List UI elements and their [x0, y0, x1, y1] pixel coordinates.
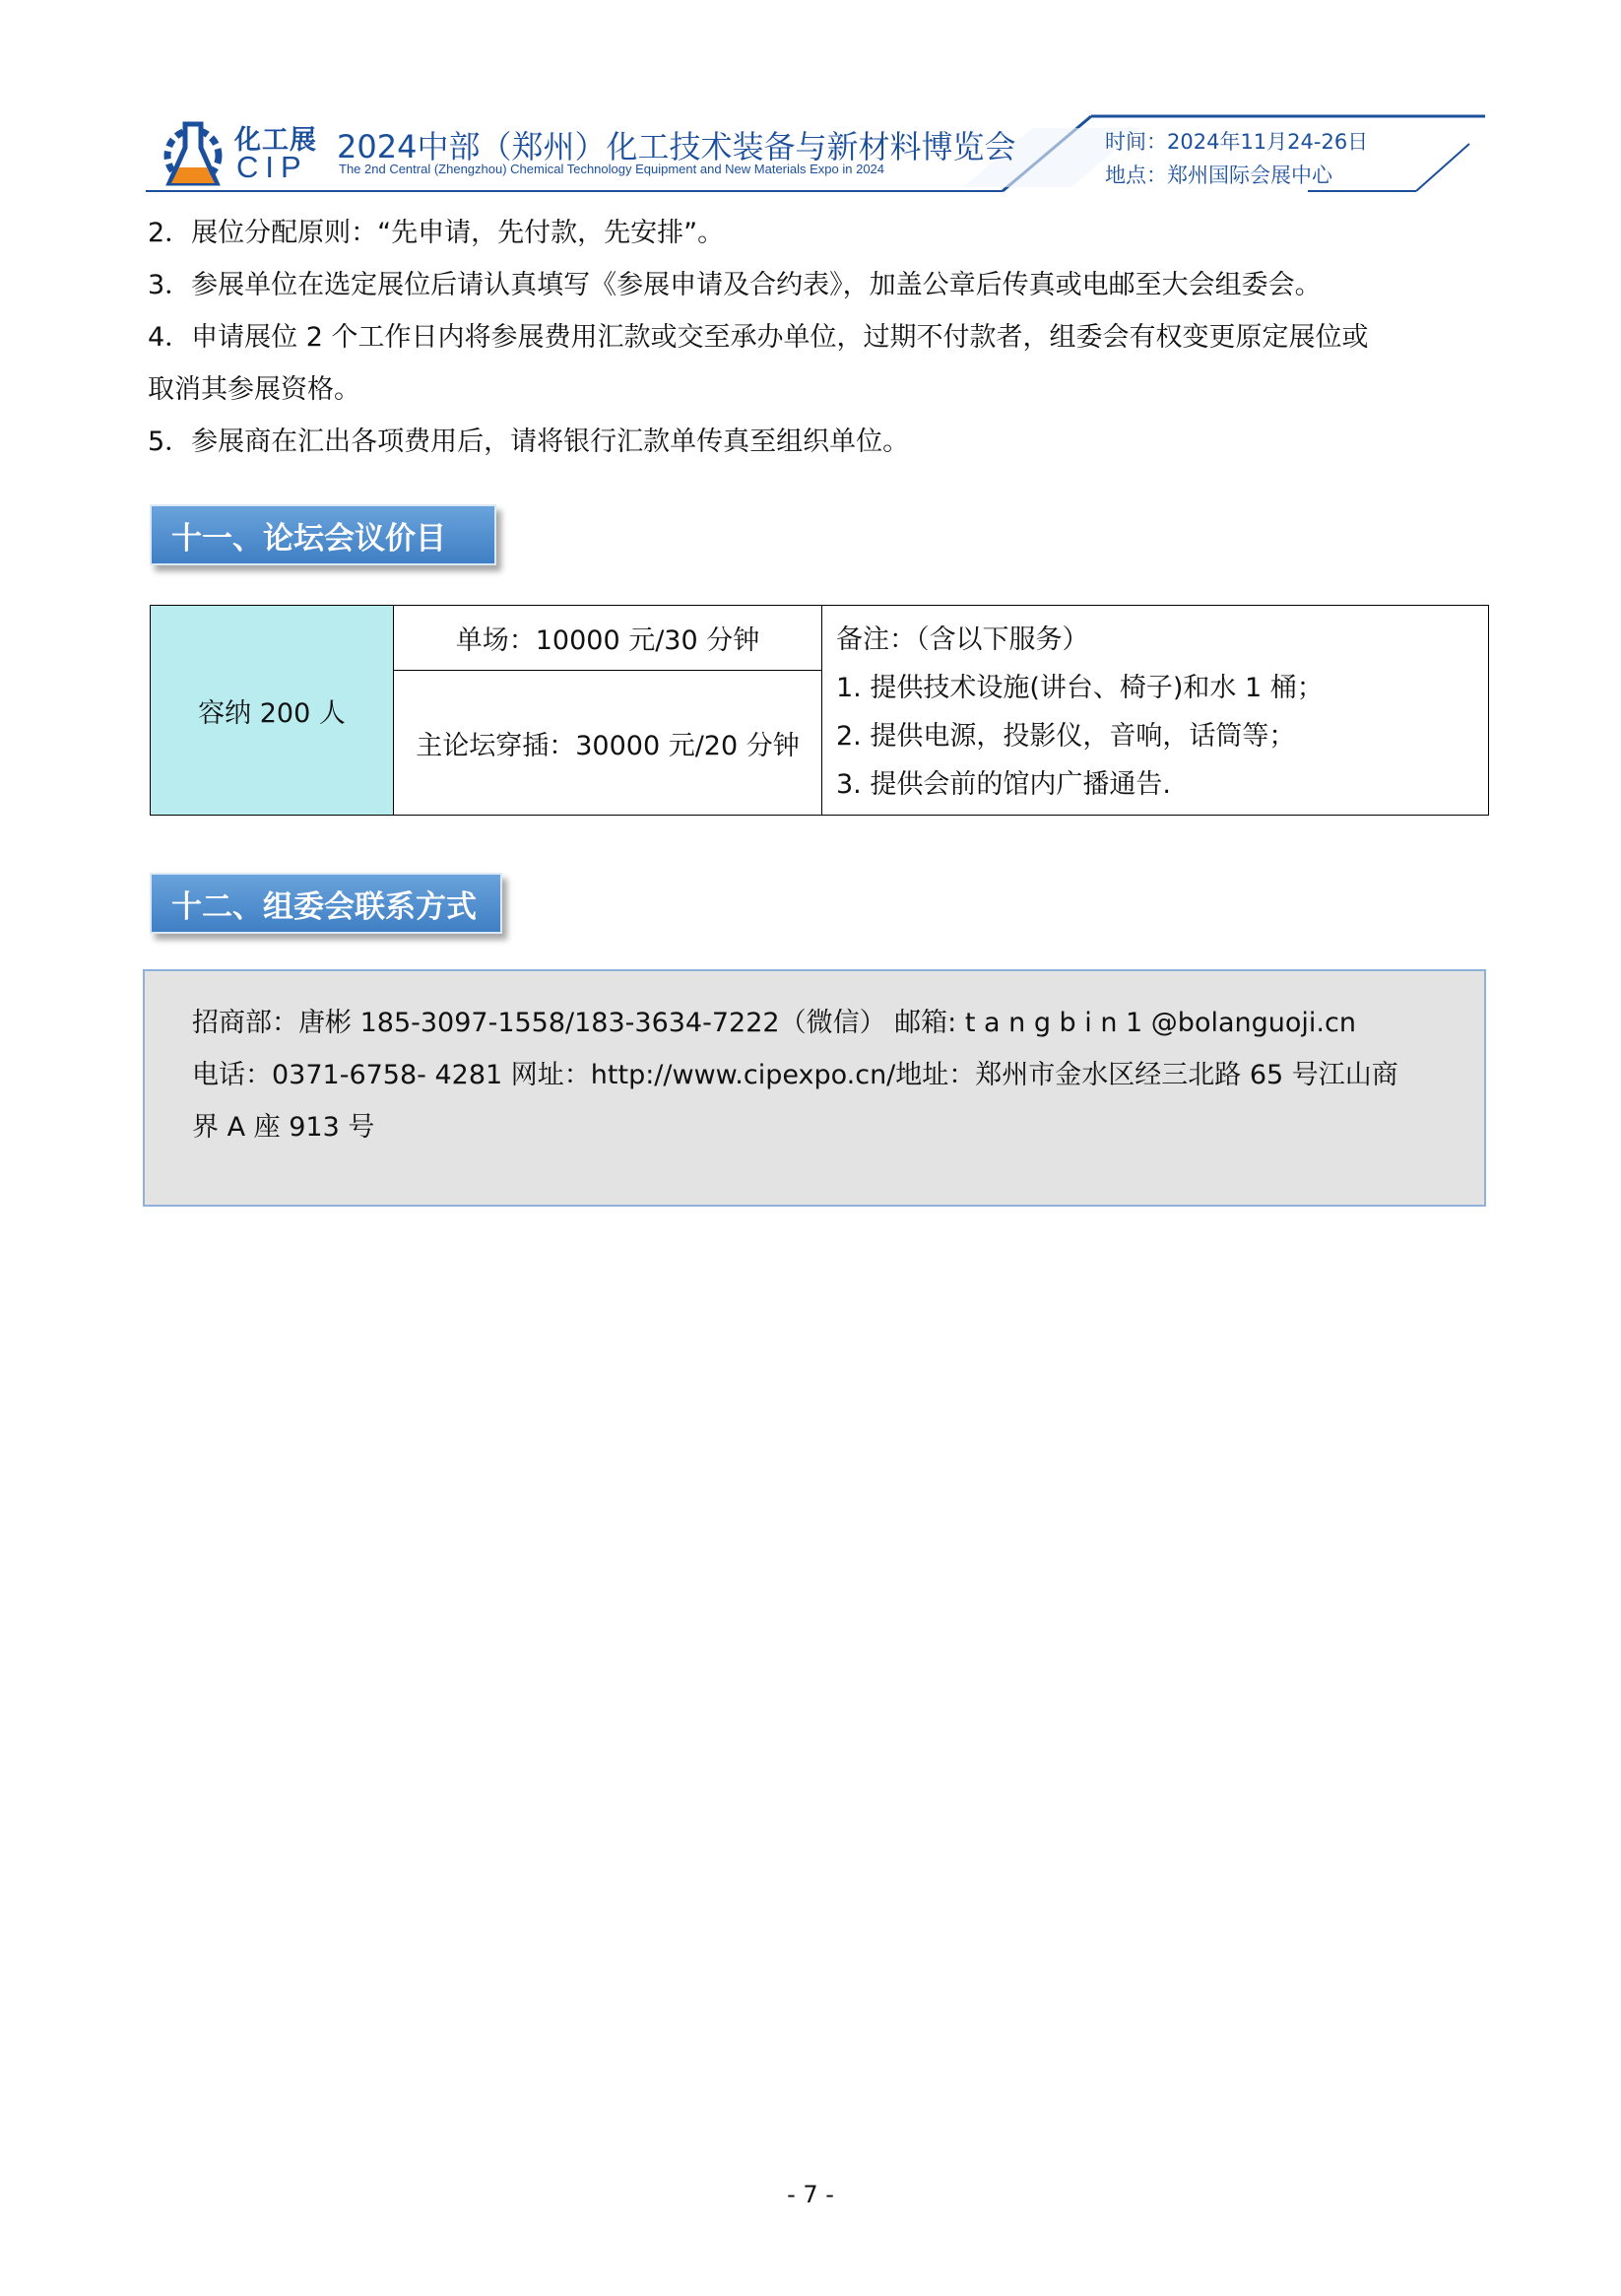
- expo-title-cn: 2024中部（郑州）化工技术装备与新材料博览会: [337, 128, 1016, 165]
- contact-line: 电话：0371-6758- 4281 网址：http://www.cipexpo.cn/地址：郑州市金水区经三北路 65 号江山商: [192, 1060, 1398, 1090]
- rule-paragraph: 2．展位分配原则：“先申请，先付款，先安排”。: [148, 218, 725, 248]
- contact-line: 招商部：唐彬 185-3097-1558/183-3634-7222（微信） 邮箱: t a n g b i n 1 @bolanguoji.cn: [192, 1008, 1356, 1038]
- cip-logo: [158, 114, 364, 193]
- note-line: 1. 提供技术设施(讲台、椅子)和水 1 桶；: [836, 673, 1324, 703]
- forum-price-table: [150, 605, 1489, 816]
- page-number: - 7 -: [787, 2181, 834, 2208]
- expo-title-en: The 2nd Central (Zhengzhou) Chemical Technology Equipment and New Materials Expo in 2024: [339, 162, 885, 176]
- flask-gear-icon: [158, 114, 228, 193]
- note-line: 备注：（含以下服务）: [836, 624, 1089, 655]
- rule-paragraph: 取消其参展资格。: [148, 374, 360, 405]
- rule-paragraph: 4．申请展位 2 个工作日内将参展费用汇款或交至承办单位，过期不付款者，组委会有权变更原定展位或: [148, 322, 1369, 353]
- rule-paragraph: 3．参展单位在选定展位后请认真填写《参展申请及合约表》，加盖公章后传真或电邮至大会组委会。: [148, 270, 1322, 300]
- page-header: [146, 108, 1485, 199]
- single-session-rate: 单场：10000 元/30 分钟: [394, 606, 822, 671]
- expo-date: 时间：2024年11月24-26日: [1105, 130, 1369, 154]
- contact-box: [143, 969, 1486, 1207]
- notes-cell: [822, 606, 1489, 816]
- logo-text-cn: 化工展: [234, 125, 317, 156]
- contact-line: 界 A 座 913 号: [192, 1112, 375, 1143]
- expo-place: 地点：郑州国际会展中心: [1105, 164, 1332, 187]
- main-forum-rate: 主论坛穿插：30000 元/20 分钟: [394, 671, 822, 816]
- note-line: 3. 提供会前的馆内广播通告.: [836, 769, 1171, 800]
- rule-paragraph: 5．参展商在汇出各项费用后，请将银行汇款单传真至组织单位。: [148, 426, 910, 457]
- section-heading-contact: 十二、组委会联系方式: [150, 873, 502, 934]
- section-heading-forum-price: 十一、论坛会议价目: [150, 504, 496, 565]
- capacity-cell: 容纳 200 人: [151, 606, 394, 816]
- note-line: 2. 提供电源，投影仪，音响，话筒等；: [836, 721, 1296, 752]
- logo-text-en: CIP: [236, 150, 308, 184]
